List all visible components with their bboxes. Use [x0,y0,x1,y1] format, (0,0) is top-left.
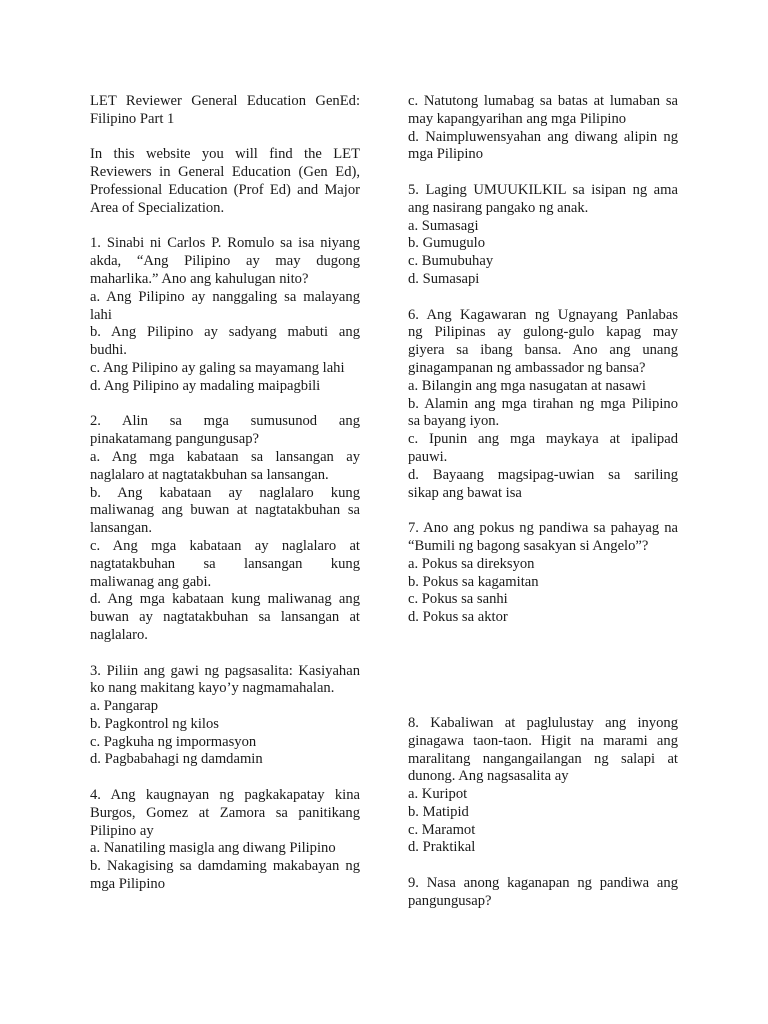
text-line: 5. Laging UMUUKILKIL sa isipan ng ama [408,181,678,198]
text-line: b. Matipid [408,803,469,820]
text-line: naglalaro. [90,626,148,643]
text-line: sikap ang bawat isa [408,484,522,501]
text-line: d. Ang Pilipino ay madaling maipagbili [90,377,321,394]
text-line: d. Praktikal [408,839,476,856]
text-line: d. Bayaang magsipag-uwian sa sariling [408,466,678,483]
text-line: akda, “Ang Pilipino ay may dugong [90,253,360,270]
text-line: c. Natutong lumabag sa batas at lumaban sa [408,93,678,109]
text-line: 1. Sinabi ni Carlos P. Romulo sa isa niyang [90,235,360,252]
text-line: 7. Ano ang pokus ng pandiwa sa pahayag na [408,520,678,537]
paragraph-gap [90,769,360,787]
text-block [90,93,360,129]
text-line: 2. Alin sa mga sumusunod ang [90,413,360,430]
text-line: pangungusap? [408,892,492,909]
text-line: d. Naimpluwensyahan ang diwang alipin ng [408,128,678,145]
text-line: maliwanag ang gabi. [90,573,212,590]
text-line: b. Pokus sa kagamitan [408,573,539,590]
text-line: a. Pangarap [90,698,159,715]
text-line: c. Pagkuha ng impormasyon [90,733,257,750]
text-line: 6. Ang Kagawaran ng Ugnayang Panlabas [408,306,678,323]
text-line: c. Ang mga kabataan ay naglalaro at [90,537,360,554]
text-line: may kapangyarihan ang mga Pilipino [408,110,627,127]
text-line: sa bayang iyon. [408,413,500,430]
text-line: b. Ang Pilipino ay sadyang mabuti ang [90,324,360,341]
text-line: ginagampanan ng ambassador ng bansa? [408,359,646,376]
text-line: pinakatamang pangungusap? [90,431,259,448]
text-line: b. Alamin ang mga tirahan ng mga Pilipino [408,395,678,412]
text-line: buwan ay nagtatakbuhan sa lansangan at [90,609,360,626]
text-line: a. Ang Pilipino ay nanggaling sa malayang [90,288,360,305]
text-block [90,235,360,395]
text-line: lansangan. [90,520,153,537]
text-line: In this website you will find the LET [90,146,360,163]
text-line: a. Nanatiling masigla ang diwang Pilipino [90,840,336,857]
text-line: nagtatakbuhan sa lansangan kung [90,555,360,572]
text-line: a. Ang mga kabataan sa lansangan ay [90,448,360,465]
text-line: d. Pagbabahagi ng damdamin [90,751,263,768]
text-line: d. Ang mga kabataan kung maliwanag ang [90,591,360,608]
text-line: Pilipino ay [90,822,154,839]
text-line: b. Pagkontrol ng kilos [90,715,219,732]
text-line: 4. Ang kaugnayan ng pagkakapatay kina [90,787,360,804]
text-line: mga Pilipino [90,876,165,893]
text-block [90,146,360,217]
paragraph-gap [408,164,678,182]
text-line: b. Gumugulo [408,235,486,252]
right-column [408,93,678,911]
paragraph-gap [408,627,678,715]
text-block [408,715,678,857]
paragraph-gap [408,289,678,307]
text-line: ng Pilipinas ay gulong-gulo kapag may [408,324,678,341]
text-line: c. Pokus sa sanhi [408,591,508,608]
text-line: giyera sa ibang bansa. Ano ang unang [408,342,678,359]
paragraph-gap [408,857,678,875]
text-line: Reviewers in General Education (Gen Ed), [90,164,360,181]
text-line: ko nang makitang kayo’y nagmamahalan. [90,680,335,697]
text-line: budhi. [90,342,127,359]
paragraph-gap [90,396,360,414]
text-line: Professional Education (Prof Ed) and Major [90,181,360,198]
text-line: a. Pokus sa direksyon [408,555,535,572]
text-line: dunong. Ang nagsasalita ay [408,768,569,785]
text-line: c. Bumubuhay [408,253,494,270]
text-line: c. Ipunin ang mga maykaya at ipalipad [408,431,678,448]
text-line: LET Reviewer General Education GenEd: [90,93,360,109]
text-line: Area of Specialization. [90,199,225,216]
text-block [408,307,678,503]
text-line: maliwanag ang buwan at nagtatakbuhan sa [90,502,360,519]
text-line: c. Ang Pilipino ay galing sa mayamang lahi [90,359,345,376]
paragraph-gap [90,218,360,236]
paragraph-gap [408,502,678,520]
text-block [408,520,678,627]
text-block [90,787,360,894]
paragraph-gap [90,645,360,663]
text-line: maharlika.” Ano ang kahulugan nito? [90,270,309,287]
text-line: pauwi. [408,448,448,465]
text-line: a. Bilangin ang mga nasugatan at nasawi [408,377,646,394]
text-line: b. Nakagising sa damdaming makabayan ng [90,858,360,875]
text-line: Burgos, Gomez at Zamora sa panitikang [90,804,360,821]
text-block [408,93,678,164]
text-line: mga Pilipino [408,146,483,163]
text-line: a. Sumasagi [408,217,479,234]
text-block [90,663,360,770]
text-block [408,182,678,289]
text-block [408,875,678,911]
text-line: ginagawa taon-taon. Higit na marami ang [408,732,678,749]
text-line: 9. Nasa anong kaganapan ng pandiwa ang [408,875,678,892]
text-line: ang nasirang pangako ng anak. [408,199,589,216]
text-line: 3. Piliin ang gawi ng pagsasalita: Kasiyahan [90,662,360,679]
text-line: a. Kuripot [408,786,468,803]
left-column [90,93,360,894]
text-line: naglalaro at nagtatakbuhan sa lansangan. [90,466,329,483]
text-line: lahi [90,306,112,323]
text-line: maralitang nangangailangan ng salapi at [408,750,678,767]
paragraph-gap [90,129,360,147]
text-line: b. Ang kabataan ay naglalaro kung [90,484,360,501]
text-line: 8. Kabaliwan at paglulustay ang inyong [408,714,678,731]
text-line: d. Pokus sa aktor [408,609,508,626]
text-block [90,413,360,644]
text-line: d. Sumasapi [408,270,480,287]
text-line: c. Maramot [408,821,476,838]
text-line: “Bumili ng bagong sasakyan si Angelo”? [408,537,649,554]
text-line: Filipino Part 1 [90,110,175,127]
